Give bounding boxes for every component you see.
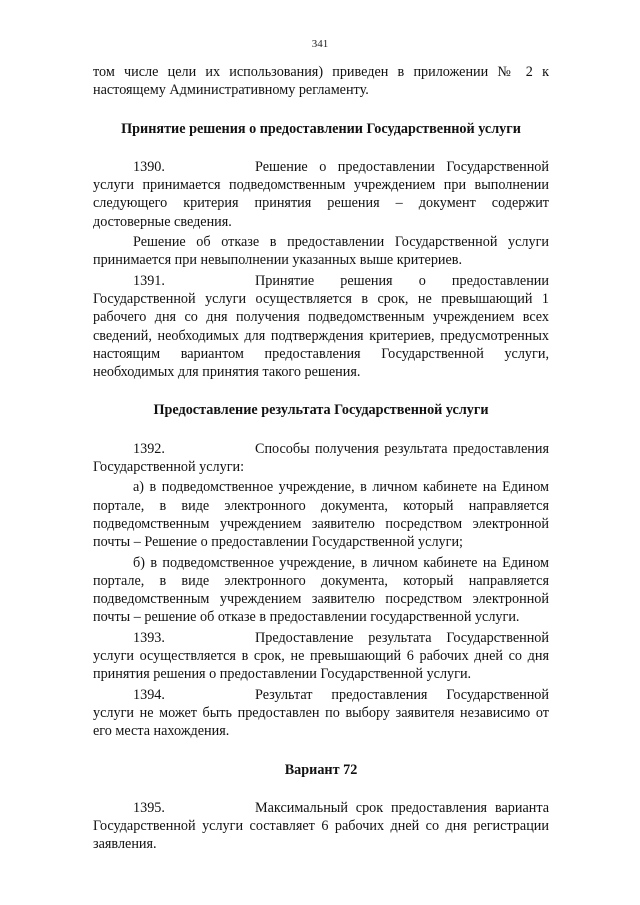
paragraph-text: Предоставление результата Государственной услуги осуществляется в срок, не превышающий 6 рабочих дней со дня принятия решения о предоставлении Государственной услуги. bbox=[93, 629, 549, 683]
paragraph-text: Принятие решения о предоставлении Государственной услуги осуществляется в срок, не превышающий 1 рабочего дня со дня получения подведомственным учреждением всех сведений, необходимых для подтверждения критериев, предусмотренных настоящим вариантом предоставления Государственной услуги, необходимых для принятия такого решения. bbox=[93, 272, 549, 381]
paragraph-number: 1394. bbox=[133, 686, 165, 703]
list-item-b: б) в подведомственное учреждение, в личном кабинете на Едином портале, в виде электронного документа, который направляется подведомственным учреждением заявителю посредством электронной почты – решение об отказе в предоставлении государственной услуги. bbox=[93, 554, 549, 626]
paragraph-text: Результат предоставления Государственной услуги не может быть предоставлен по выбору заявителя независимо от его места нахождения. bbox=[93, 686, 549, 740]
section-heading-result: Предоставление результата Государственной услуги bbox=[153, 402, 489, 419]
paragraph-text: Максимальный срок предоставления варианта Государственной услуги составляет 6 рабочих дней со дня регистрации заявления. bbox=[93, 799, 549, 853]
paragraph-1394 bbox=[93, 686, 549, 741]
section-heading-variant: Вариант 72 bbox=[284, 761, 358, 778]
list-item-a: а) в подведомственное учреждение, в личном кабинете на Едином портале, в виде электронного документа, который направляется подведомственным учреждением заявителю посредством электронной почты – Решение о предоставлении Государственной услуги; bbox=[93, 479, 549, 551]
paragraph-1392 bbox=[93, 440, 549, 477]
page-number: 341 bbox=[311, 38, 329, 50]
paragraph-1391 bbox=[93, 272, 549, 382]
paragraph-1393 bbox=[93, 629, 549, 684]
paragraph-number: 1391. bbox=[133, 272, 165, 289]
paragraph-refusal: Решение об отказе в предоставлении Государственной услуги принимается при невыполнении указанных выше критериев. bbox=[93, 234, 549, 269]
document-body bbox=[93, 63, 549, 854]
paragraph-text: Решение о предоставлении Государственной услуги принимается подведомственным учреждением при выполнении следующего критерия принятия решения – документ содержит достоверные сведения. bbox=[93, 158, 549, 230]
paragraph-1395 bbox=[93, 799, 549, 854]
paragraph-number: 1395. bbox=[133, 799, 165, 816]
paragraph-text: Способы получения результата предоставления Государственной услуги: bbox=[93, 440, 549, 476]
paragraph-number: 1392. bbox=[133, 440, 165, 457]
paragraph-intro: том числе цели их использования) приведен в приложении № 2 к настоящему Административному регламенту. bbox=[93, 64, 549, 99]
paragraph-number: 1390. bbox=[133, 158, 165, 175]
section-heading-decision: Принятие решения о предоставлении Государственной услуги bbox=[121, 120, 521, 137]
paragraph-number: 1393. bbox=[133, 629, 165, 646]
paragraph-1390 bbox=[93, 158, 549, 231]
